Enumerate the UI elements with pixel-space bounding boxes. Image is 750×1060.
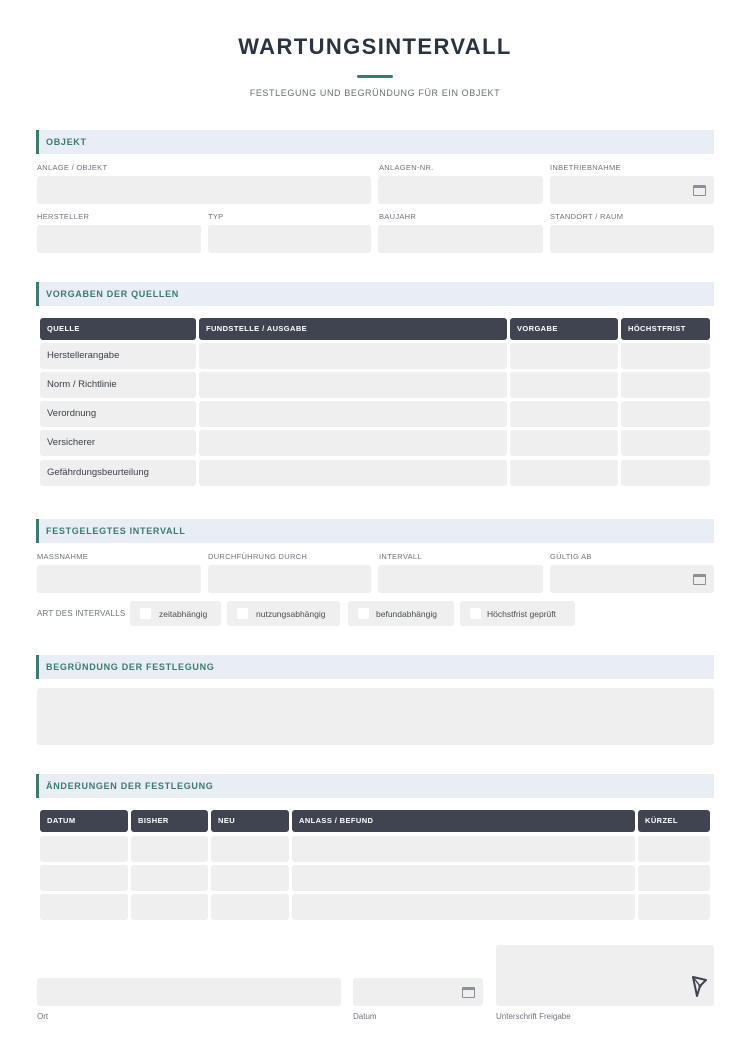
hoechstfrist-cell[interactable] [621,401,710,427]
section-objekt-header [36,130,714,154]
fundstelle-cell[interactable] [199,460,507,486]
typ-label: TYP [208,212,224,221]
section-aenderungen-title: ÄNDERUNGEN DER FESTLEGUNG [46,781,214,791]
checkbox-label: zeitabhängig [159,609,208,619]
checkbox-label: nutzungsabhängig [256,609,326,619]
typ-field[interactable] [208,225,371,253]
unterschrift-label: Unterschrift Freigabe [496,1012,571,1021]
aenderung-anlass-cell[interactable] [292,865,635,891]
massnahme-label: MASSNAHME [37,552,89,561]
massnahme-field[interactable] [37,565,201,593]
column-header-datum: DATUM [40,810,128,832]
hersteller-label: HERSTELLER [37,212,90,221]
aenderung-anlass-cell[interactable] [292,836,635,862]
quelle-row-gefaehrdungsbeurteilung: Gefährdungsbeurteilung [40,460,196,486]
checkbox-befundabhaengig[interactable] [348,601,454,626]
datum-field[interactable] [353,978,483,1006]
fundstelle-cell[interactable] [199,430,507,456]
gueltig-ab-field[interactable] [550,565,714,593]
calendar-icon[interactable] [462,987,475,998]
ort-field[interactable] [37,978,341,1006]
datum-label: Datum [353,1012,377,1021]
anlage-field[interactable] [37,176,371,204]
fundstelle-cell[interactable] [199,372,507,398]
vorgabe-cell[interactable] [510,430,618,456]
section-begruendung-header [36,655,714,679]
quelle-row-verordnung: Verordnung [40,401,196,427]
pen-icon [690,976,708,998]
quelle-row-versicherer: Versicherer [40,430,196,456]
checkbox-hoechstfrist-geprueft[interactable] [460,601,575,626]
section-intervall-header [36,519,714,543]
signature-field[interactable] [496,945,714,1006]
durchfuehrung-field[interactable] [208,565,371,593]
anlage-label: ANLAGE / OBJEKT [37,163,108,172]
checkbox-label: befundabhängig [376,609,437,619]
anlagen-nr-label: ANLAGEN-NR. [379,163,434,172]
gueltig-ab-label: GÜLTIG AB [550,552,592,561]
hoechstfrist-cell[interactable] [621,460,710,486]
checkbox-box[interactable] [358,608,369,619]
checkbox-box[interactable] [140,608,151,619]
aenderung-bisher-cell[interactable] [131,836,208,862]
section-begruendung-title: BEGRÜNDUNG DER FESTLEGUNG [46,662,215,672]
checkbox-box[interactable] [237,608,248,619]
aenderung-datum-cell[interactable] [40,865,128,891]
page-subtitle: FESTLEGUNG UND BEGRÜNDUNG FÜR EIN OBJEKT [249,88,501,98]
aenderung-kuerzel-cell[interactable] [638,836,710,862]
ort-label: Ort [37,1012,49,1021]
anlagen-nr-field[interactable] [378,176,543,204]
column-header-fundstelle: FUNDSTELLE / AUSGABE [199,318,507,340]
checkbox-box[interactable] [470,608,481,619]
standort-label: STANDORT / RAUM [550,212,624,221]
hoechstfrist-cell[interactable] [621,343,710,369]
vorgabe-cell[interactable] [510,372,618,398]
quelle-row-norm: Norm / Richtlinie [40,372,196,398]
hoechstfrist-cell[interactable] [621,430,710,456]
section-objekt-title: OBJEKT [46,137,87,147]
column-header-kuerzel: KÜRZEL [638,810,710,832]
aenderung-bisher-cell[interactable] [131,894,208,920]
durchfuehrung-label: DURCHFÜHRUNG DURCH [208,552,308,561]
aenderung-bisher-cell[interactable] [131,865,208,891]
vorgabe-cell[interactable] [510,401,618,427]
baujahr-field[interactable] [378,225,543,253]
column-header-neu: NEU [211,810,289,832]
checkbox-label: Höchstfrist geprüft [487,609,556,619]
section-quellen-header [36,282,714,306]
section-aenderungen-header [36,774,714,798]
aenderung-neu-cell[interactable] [211,836,289,862]
section-quellen-title: VORGABEN DER QUELLEN [46,289,180,299]
calendar-icon[interactable] [693,185,706,196]
hoechstfrist-cell[interactable] [621,372,710,398]
title-accent-bar [357,75,393,78]
calendar-icon[interactable] [693,574,706,585]
column-header-vorgabe: VORGABE [510,318,618,340]
intervall-field[interactable] [378,565,543,593]
aenderung-neu-cell[interactable] [211,894,289,920]
checkbox-nutzungsabhaengig[interactable] [227,601,340,626]
begruendung-textarea[interactable] [37,688,714,745]
quelle-row-herstellerangabe: Herstellerangabe [40,343,196,369]
fundstelle-cell[interactable] [199,343,507,369]
page-title: WARTUNGSINTERVALL [238,34,512,59]
aenderung-kuerzel-cell[interactable] [638,865,710,891]
baujahr-label: BAUJAHR [379,212,417,221]
column-header-bisher: BISHER [131,810,208,832]
section-intervall-title: FESTGELEGTES INTERVALL [46,526,186,536]
inbetriebnahme-field[interactable] [550,176,714,204]
aenderung-datum-cell[interactable] [40,836,128,862]
column-header-hoechstfrist: HÖCHSTFRIST [621,318,710,340]
aenderung-datum-cell[interactable] [40,894,128,920]
vorgabe-cell[interactable] [510,460,618,486]
fundstelle-cell[interactable] [199,401,507,427]
aenderung-anlass-cell[interactable] [292,894,635,920]
aenderung-kuerzel-cell[interactable] [638,894,710,920]
standort-field[interactable] [550,225,714,253]
checkbox-zeitabhaengig[interactable] [130,601,221,626]
aenderung-neu-cell[interactable] [211,865,289,891]
vorgabe-cell[interactable] [510,343,618,369]
hersteller-field[interactable] [37,225,201,253]
column-header-anlass: ANLASS / BEFUND [292,810,635,832]
inbetriebnahme-label: INBETRIEBNAHME [550,163,621,172]
intervall-label: INTERVALL [379,552,422,561]
column-header-quelle: QUELLE [40,318,196,340]
art-des-intervalls-label: ART DES INTERVALLS [37,609,126,618]
